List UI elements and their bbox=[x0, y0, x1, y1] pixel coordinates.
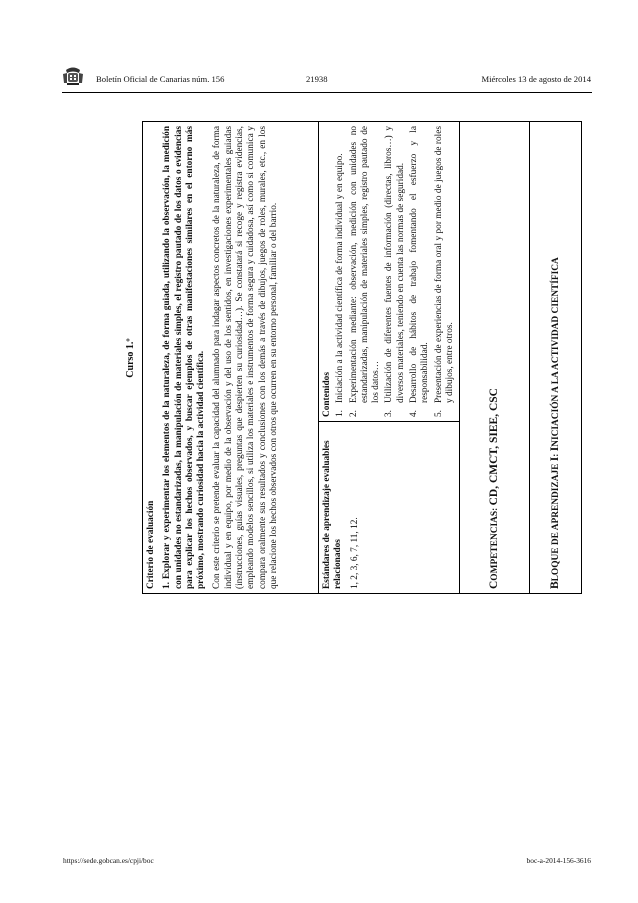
list-item: 1. Iniciación a la actividad científica de forma individual y en equipo. bbox=[335, 153, 346, 417]
bloque-cell bbox=[530, 122, 582, 594]
rotated-page-content bbox=[120, 122, 561, 594]
criterio-row bbox=[143, 122, 319, 594]
criterio-heading: Criterio de evaluación bbox=[146, 500, 156, 589]
list-item: 2. Experimentación mediante: observación, medición con unidades no estandarizadas, manipulación de materiales simples, registro pautado de los datos… bbox=[348, 126, 382, 417]
contenidos-cell bbox=[319, 122, 460, 422]
contenidos-heading: Contenidos bbox=[322, 372, 332, 417]
header-page-number: 21938 bbox=[306, 74, 328, 84]
estandares-cell bbox=[319, 422, 460, 594]
page-header bbox=[0, 0, 638, 100]
list-item: 3. Utilización de diferentes fuentes de información (directas, libros…) y diversos materiales, teniendo en cuenta las normas de seguridad. bbox=[384, 126, 406, 417]
competencias-values: CD, CMCT, SIEE, CSC bbox=[487, 388, 500, 506]
course-title: Curso 1.º bbox=[125, 338, 136, 378]
competencias-label: COMPETENCIAS: bbox=[487, 505, 500, 589]
header-date: Miércoles 13 de agosto de 2014 bbox=[481, 74, 591, 84]
coat-of-arms-icon bbox=[62, 66, 84, 86]
competencias-cell bbox=[460, 122, 530, 594]
bloque-title: BLOQUE DE APRENDIZAJE I: INICIACIÓN A LA ACTIVIDAD CIENTÍFICA bbox=[548, 257, 561, 589]
criterio-cell bbox=[143, 122, 319, 594]
bloque-row bbox=[530, 122, 582, 594]
contenidos-list bbox=[335, 126, 456, 417]
competencias-row bbox=[460, 122, 530, 594]
footer-url: https://sede.gobcan.es/cpji/boc bbox=[63, 856, 154, 865]
criterio-title: 1. Explorar y experimentar los elementos de la naturaleza, de forma guiada, utilizando la observación, la medición con unidades no estandarizadas, la manipulación de materiales simples, el registro pautado de los datos o evidencias para explicar los hechos observados, y buscar ejemplos de otras manifestaciones similares en el entorno más próximo, mostrando curiosidad hacia la actividad científica. bbox=[162, 126, 207, 589]
footer-document-id: boc-a-2014-156-3616 bbox=[526, 856, 591, 865]
estandares-values: 1, 2, 3, 6, 7, 11, 12. bbox=[349, 517, 360, 589]
criterio-description: Con este criterio se pretende evaluar la capacidad del alumnado para indagar aspectos concretos de la naturaleza, de forma individual y en equipo, por medio de la observación y del uso de los sentidos, en investigaciones experimentales guiadas (instrucciones, guías visuales, preguntas que despierten su curiosidad…). Se constatará si recoge y registra evidencias, empleando modelos sencillos, si utiliza los materiales e instrumentos de forma segura y cuidadosa, así como si comunica y compara oralmente sus resultados y conclusiones con los demás a través de dibujos, juegos de roles, murales, etc., en los que relacione los hechos observados con otros que ocurren en su entorno personal, familiar o del barrio. bbox=[212, 126, 279, 589]
estandares-contenidos-row bbox=[319, 122, 460, 594]
list-item: 5. Presentación de experiencias de forma oral y por medio de juegos de roles y dibujos, entre otros. bbox=[433, 126, 455, 417]
header-journal-title: Boletín Oficial de Canarias núm. 156 bbox=[96, 74, 225, 84]
header-divider bbox=[62, 92, 592, 93]
estandares-heading: Estándares de aprendizaje evaluables relacionados bbox=[322, 440, 344, 589]
curriculum-table bbox=[142, 121, 582, 594]
list-item: 4. Desarrollo de hábitos de trabajo fomentando el esfuerzo y la responsabilidad. bbox=[409, 126, 431, 417]
